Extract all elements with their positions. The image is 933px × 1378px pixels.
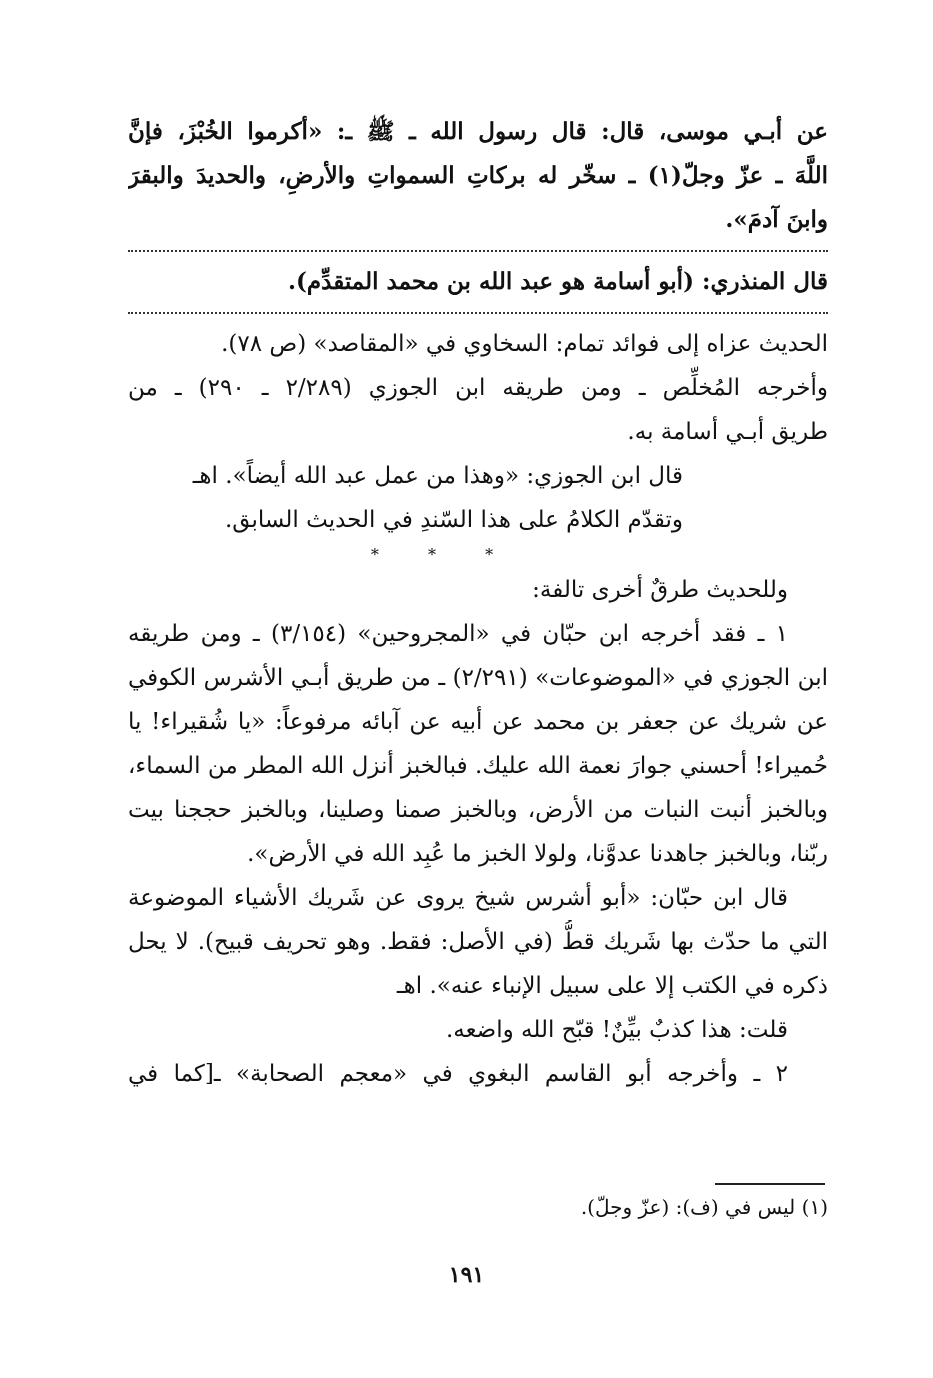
ibn-hibban-line-3: ذكره في الكتب إلا على سبيل الإنباء عنه». اهـ — [396, 973, 828, 999]
page-number: ١٩١ — [448, 1262, 485, 1288]
dotted-divider-bottom — [128, 312, 828, 314]
hadith-line-1: عن أبـي موسى، قال: قال رسول الله ـ ﷺ ـ: «أكرموا الخُبْزَ، فإنَّ — [128, 118, 828, 145]
dotted-divider-top — [128, 250, 828, 252]
page-body — [128, 110, 828, 1096]
hadith-line-3: وابنَ آدمَ». — [725, 206, 828, 233]
section-separator: * * * — [370, 545, 516, 564]
ibn-hibban-line-2: التي ما حدّث بها شَريك قطُّ (في الأصل: فقط. وهو تحريف قبيح). لا يحل — [128, 929, 828, 955]
route-one-line-2: ابن الجوزي في «الموضوعات» (٢/٢٩١) ـ من طريق أبـي الأشرس الكوفي — [128, 665, 828, 691]
other-routes-intro: وللحديث طرقٌ أخرى تالفة: — [532, 577, 788, 603]
commentary-line-1: الحديث عزاه إلى فوائد تمام: السخاوي في «المقاصد» (ص ٧٨). — [221, 331, 828, 357]
route-one-line-6: ربّنا، وبالخبز جاهدنا عدوَّنا، ولولا الخبز ما عُبِد الله في الأرض». — [247, 841, 828, 867]
ibn-jawzi-quote: قال ابن الجوزي: «وهذا من عمل عبد الله أيضاً». اهـ — [192, 463, 683, 489]
route-one-line-3: عن شريك عن جعفر بن محمد عن أبيه عن آبائه مرفوعاً: «يا شُقيراء! يا — [128, 709, 828, 735]
hadith-line-2: اللَّهَ ـ عزّ وجلّ(١) ـ سخّر له بركاتِ السمواتِ والأرضِ، والحديدَ والبقرَ — [128, 162, 828, 189]
route-one-line-1: ١ ـ فقد أخرجه ابن حبّان في «المجروحين» (٣/١٥٤) ـ ومن طريقه — [128, 621, 788, 647]
footnote: (١) ليس في (ف): (عزّ وجلّ). — [580, 1195, 828, 1219]
route-one-line-4: حُميراء! أحسني جوارَ نعمة الله عليك. فبالخبز أنزل الله المطر من السماء، — [128, 753, 828, 779]
route-one-line-5: وبالخبز أنبت النبات من الأرض، وبالخبز صمنا وصلينا، وبالخبز حججنا بيت — [128, 797, 828, 823]
footnote-rule — [715, 1183, 825, 1185]
commentary-line-3: طريق أبـي أسامة به. — [627, 419, 828, 445]
ibn-hibban-line-1: قال ابن حبّان: «أبو أشرس شيخ يروى عن شَريك الأشياء الموضوعة — [128, 885, 788, 911]
author-remark: قلت: هذا كذبٌ بيِّنٌ! قبّح الله واضعه. — [445, 1017, 788, 1043]
mundhiri-note: قال المنذري: (أبو أسامة هو عبد الله بن محمد المتقدِّم). — [288, 268, 828, 295]
sanad-note: وتقدّم الكلامُ على هذا السّندِ في الحديث السابق. — [224, 507, 683, 533]
route-two-start: ٢ ـ وأخرجه أبو القاسم البغوي في «معجم الصحابة» ـ[كما في — [128, 1061, 788, 1087]
commentary-line-2: وأخرجه المُخلِّص ـ ومن طريقه ابن الجوزي (٢/٢٨٩ ـ ٢٩٠) ـ من — [128, 375, 828, 401]
